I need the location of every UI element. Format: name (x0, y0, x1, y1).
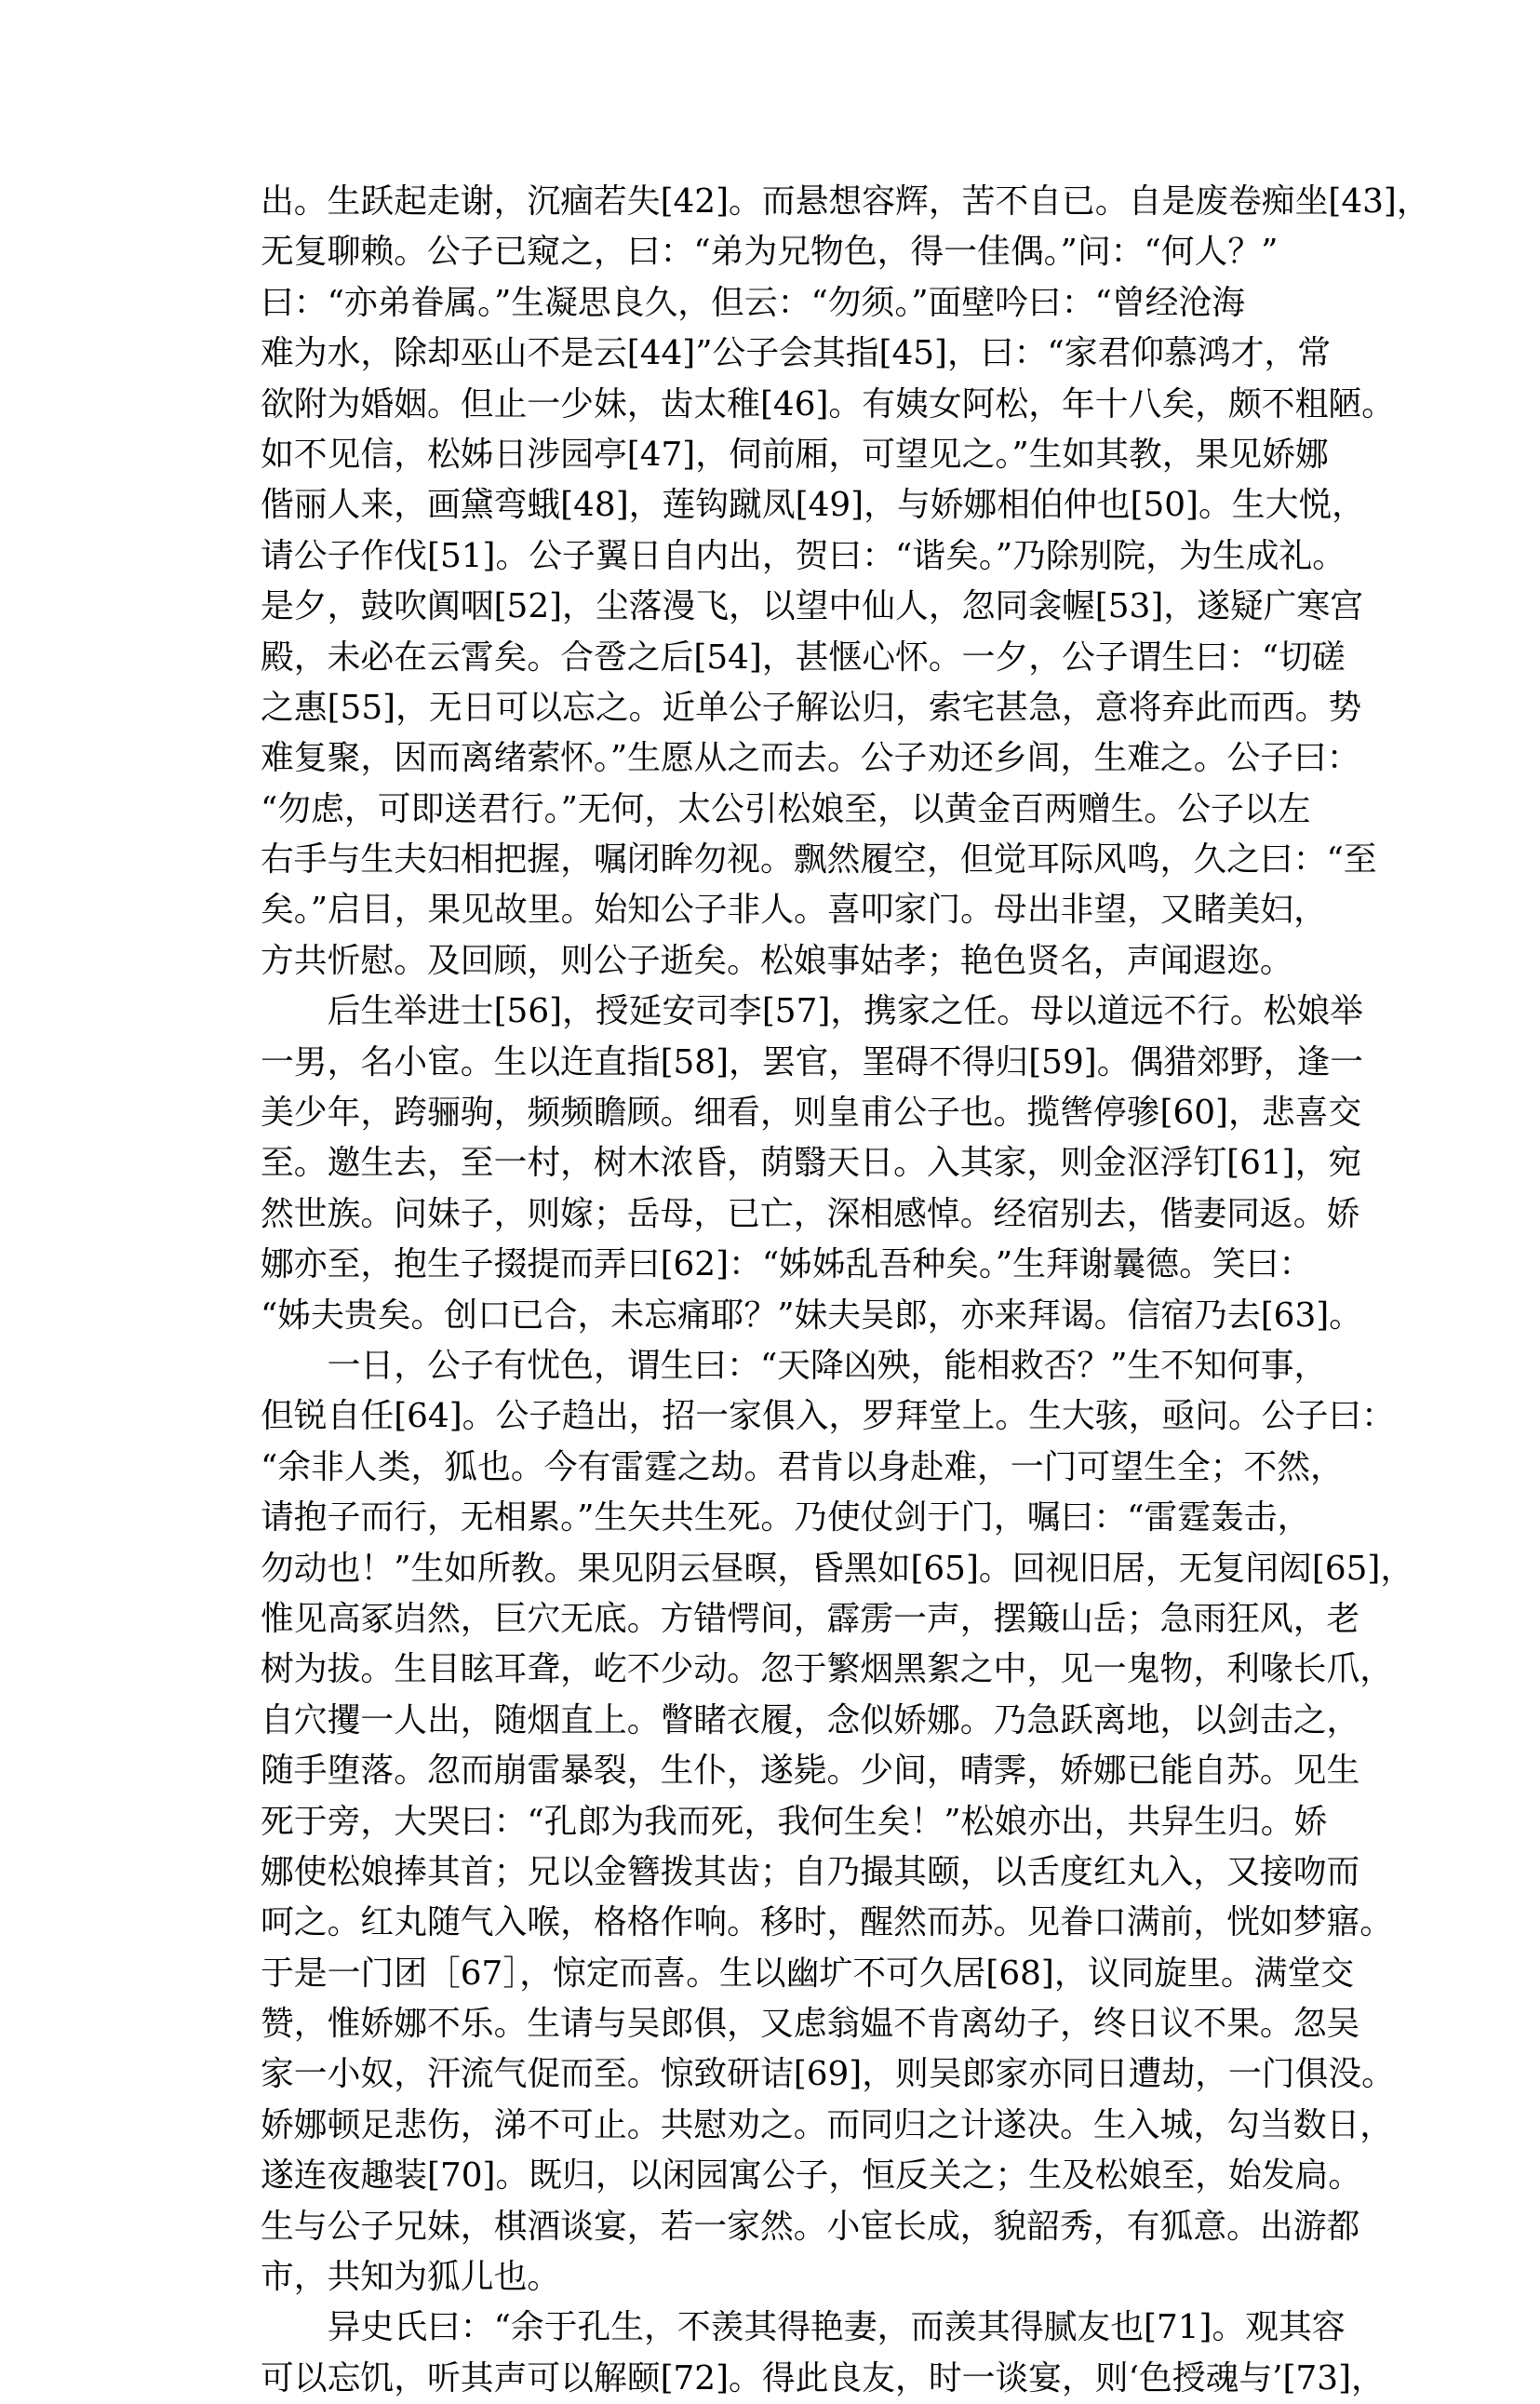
text-line: 自穴攫一人出，随烟直上。瞥睹衣履，念似娇娜。乃急跃离地，以剑击之， (261, 1700, 1360, 1739)
text-line: 美少年，跨骊驹，频频瞻顾。细看，则皇甫公子也。揽辔停骖[60]，悲喜交 (261, 1094, 1362, 1133)
text-line: 娜使松娘捧其首；兄以金簪拨其齿；自乃撮其颐，以舌度红丸入，又接吻而 (261, 1852, 1360, 1891)
text-line: 出。生跃起走谢，沉痼若失[42]。而悬想容辉，苦不自已。自是废卷痴坐[43]， (261, 182, 1430, 221)
text-line: 后生举进士[56]，授延安司李[57]，携家之任。母以道远不行。松娘举 (261, 992, 1364, 1031)
text-line: 可以忘饥，听其声可以解颐[72]。得此良友，时一谈宴，则‘色授魂与’[73]， (261, 2358, 1385, 2397)
text-line: “姊夫贵矣。创口已合，未忘痛耶？”妹夫吴郎，亦来拜谒。信宿乃去[63]。 (261, 1296, 1362, 1335)
text-line: 于是一门团［67］，惊定而喜。生以幽圹不可久居[68]，议同旋里。满堂交 (261, 1954, 1355, 1993)
text-line: 方共忻慰。及回顾，则公子逝矣。松娘事姑孝；艳色贤名，声闻遐迩。 (261, 941, 1293, 980)
text-line: 是夕，鼓吹阗咽[52]，尘落漫飞，以望中仙人，忽同衾幄[53]，遂疑广寒宫 (261, 587, 1364, 626)
text-line: 偕丽人来，画黛弯蛾[48]，莲钩蹴凤[49]，与娇娜相伯仲也[50]。生大悦， (261, 486, 1365, 525)
text-line: 一日，公子有忧色，谓生曰：“天降凶殃，能相救否？”生不知何事， (261, 1346, 1328, 1385)
document-page (261, 177, 1430, 2404)
text-line: 难为水，除却巫山不是云[44]”公子会其指[45]，曰：“家君仰慕鸿才，常 (261, 334, 1332, 373)
text-line: 市，共知为狐儿也。 (261, 2258, 561, 2297)
text-line: 但锐自任[64]。公子趋出，招一家俱入，罗拜堂上。生大骇，亟问。公子曰： (261, 1397, 1395, 1436)
text-line: 难复聚，因而离绪萦怀。”生愿从之而去。公子劝还乡闾，生难之。公子曰： (261, 739, 1360, 778)
text-line: 惟见高冢岿然，巨穴无底。方错愕间，霹雳一声，摆簸山岳；急雨狂风，老 (261, 1599, 1360, 1638)
text-line: 异史氏曰：“余于孔生，不羡其得艳妻，而羡其得腻友也[71]。观其容 (261, 2308, 1346, 2347)
text-line: 一男，名小宦。生以迕直指[58]，罢官，罣碍不得归[59]。偶猎郊野，逢一 (261, 1042, 1364, 1081)
text-line: 曰：“亦弟眷属。”生凝思良久，但云：“勿须。”面壁吟曰：“曾经沧海 (261, 283, 1246, 322)
text-line: 呵之。红丸随气入喉，格格作响。移时，醒然而苏。见眷口满前，恍如梦寤。 (261, 1903, 1394, 1942)
text-line: 欲附为婚姻。但止一少妹，齿太稚[46]。有姨女阿松，年十八矣，颇不粗陋。 (261, 384, 1395, 423)
text-line: “勿虑，可即送君行。”无何，太公引松娘至，以黄金百两赠生。公子以左 (261, 789, 1311, 828)
text-line: 遂连夜趣装[70]。既归，以闲园寓公子，恒反关之；生及松娘至，始发扃。 (261, 2156, 1362, 2196)
text-line: 矣。”启目，果见故里。始知公子非人。喜叩家门。母出非望，又睹美妇， (261, 891, 1327, 930)
text-line: 请抱子而行，无相累。”生矢共生死。乃使仗剑于门，嘱曰：“雷霆轰击， (261, 1498, 1311, 1538)
text-line: 至。邀生去，至一村，树木浓昏，荫翳天日。入其家，则金沤浮钉[61]，宛 (261, 1144, 1362, 1183)
text-line: 生与公子兄妹，棋酒谈宴，若一家然。小宦长成，貌韶秀，有狐意。出游都 (261, 2207, 1360, 2246)
text-line: 娜亦至，抱生子掇提而弄曰[62]：“姊姊乱吾种矣。”生拜谢曩德。笑曰： (261, 1245, 1313, 1284)
text-line: 死于旁，大哭曰：“孔郎为我而死，我何生矣！”松娘亦出，共舁生归。娇 (261, 1802, 1328, 1841)
text-line: 无复聊赖。公子已窥之，曰：“弟为兄物色，得一佳偶。”问：“何人？” (261, 233, 1279, 272)
text-line: 家一小奴，汗流气促而至。惊致研诘[69]，则吴郎家亦同日遭劫，一门俱没。 (261, 2055, 1395, 2094)
text-line: 树为拔。生目眩耳聋，屹不少动。忽于繁烟黑絮之中，见一鬼物，利喙长爪， (261, 1650, 1394, 1689)
text-line: 右手与生夫妇相把握，嘱闭眸勿视。飘然履空，但觉耳际风鸣，久之曰：“至 (261, 840, 1377, 880)
text-line: 之惠[55]，无日可以忘之。近单公子解讼归，索宅甚急，意将弃此而西。势 (261, 688, 1362, 727)
text-line: 请公子作伐[51]。公子翼日自内出，贺曰：“谐矣。”乃除别院，为生成礼。 (261, 536, 1346, 575)
text-line: 随手堕落。忽而崩雷暴裂，生仆，遂毙。少间，晴霁，娇娜已能自苏。见生 (261, 1752, 1360, 1791)
text-line: 然世族。问妹子，则嫁；岳母，已亡，深相感悼。经宿别去，偕妻同返。娇 (261, 1194, 1360, 1233)
text-line: 殿，未必在云霄矣。合卺之后[54]，甚惬心怀。一夕，公子谓生曰：“切磋 (261, 638, 1346, 677)
text-line: “余非人类，狐也。今有雷霆之劫。君肯以身赴难，一门可望生全；不然， (261, 1447, 1344, 1486)
text-line: 赞，惟娇娜不乐。生请与吴郎俱，又虑翁媪不肯离幼子，终日议不果。忽吴 (261, 2005, 1360, 2044)
text-line: 如不见信，松姊日涉园亭[47]，伺前厢，可望见之。”生如其教，果见娇娜 (261, 435, 1329, 474)
text-line: 勿动也！”生如所教。果见阴云昼暝，昏黑如[65]。回视旧居，无复闬闳[65]， (261, 1549, 1414, 1588)
text-line: 娇娜顿足悲伤，涕不可止。共慰劝之。而同归之计遂决。生入城，勾当数日， (261, 2105, 1394, 2144)
